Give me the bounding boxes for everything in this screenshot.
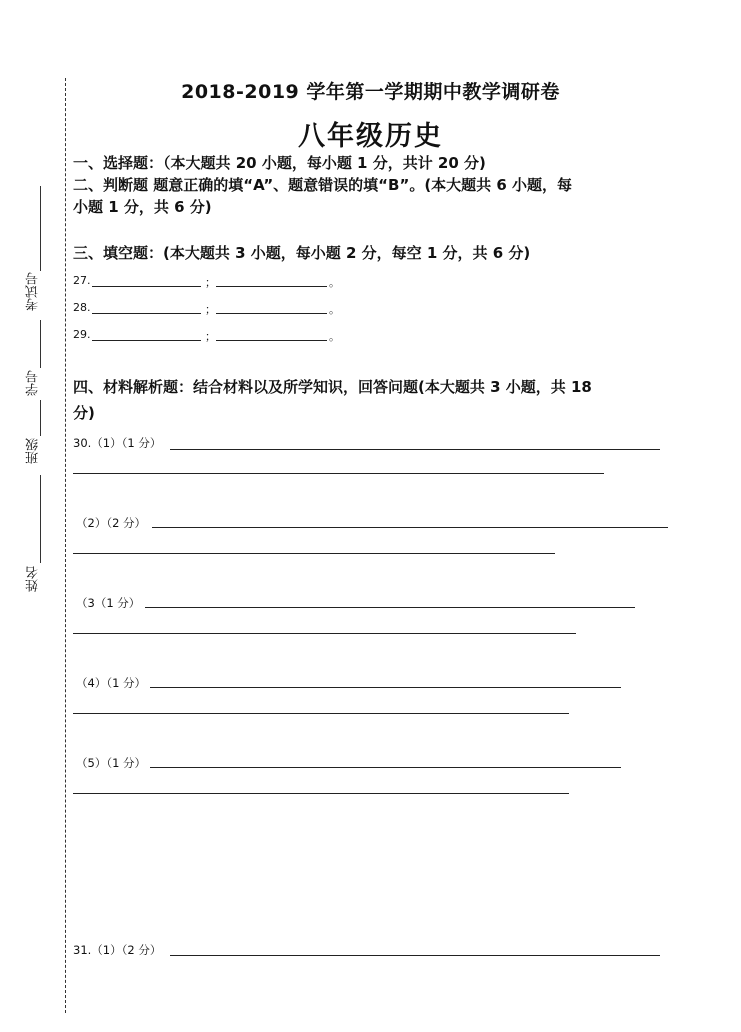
- exam-subtitle: 八年级历史: [298, 121, 443, 152]
- q30-5-label: （5）（1 分）: [76, 756, 147, 770]
- q31-1-label: 31.（1）（2 分）: [73, 943, 162, 957]
- class-line: [40, 400, 41, 436]
- fill-blank-28a[interactable]: [92, 313, 201, 314]
- q30-5-answer-line-1[interactable]: [150, 767, 621, 768]
- fill-separator: ；: [205, 276, 216, 289]
- q30-3-label: （3（1 分）: [76, 596, 141, 610]
- fill-separator: ；: [205, 330, 216, 343]
- fill-end: 。: [329, 276, 340, 289]
- fill-end: 。: [329, 303, 340, 316]
- section-choice: 一、选择题：（本大题共 20 小题，每小题 1 分，共计 20 分): [73, 154, 486, 172]
- section-fill: 三、填空题：(本大题共 3 小题，每小题 2 分，每空 1 分，共 6 分): [73, 244, 531, 262]
- fill-number: 29.: [73, 328, 91, 341]
- fill-blank-28b[interactable]: [216, 313, 327, 314]
- q30-4-label: （4）（1 分）: [76, 676, 147, 690]
- section-judgement-line2: 小题 1 分，共 6 分): [73, 198, 212, 216]
- section-judgement-line1: 二、判断题 题意正确的填“A”、题意错误的填“B”。(本大题共 6 小题，每: [73, 176, 573, 194]
- q30-2-label: （2）（2 分）: [76, 516, 147, 530]
- fill-number: 28.: [73, 301, 91, 314]
- q30-4-answer-line-2[interactable]: [73, 713, 569, 714]
- student-number-line: [40, 320, 41, 368]
- q30-5-answer-line-2[interactable]: [73, 793, 569, 794]
- fill-blank-29a[interactable]: [92, 340, 201, 341]
- section-material-line2: 分): [73, 404, 95, 422]
- q30-2-answer-line-1[interactable]: [152, 527, 668, 528]
- q31-1-answer-line-1[interactable]: [170, 955, 660, 956]
- class-label: 班级: [26, 438, 41, 464]
- q30-2-answer-line-2[interactable]: [73, 553, 555, 554]
- exam-number-label: 考试号: [26, 272, 41, 311]
- fill-number: 27.: [73, 274, 91, 287]
- exam-number-line: [40, 186, 41, 271]
- exam-title: 2018-2019 学年第一学期期中教学调研卷: [181, 81, 560, 103]
- q30-1-label: 30.（1）（1 分）: [73, 436, 162, 450]
- q30-4-answer-line-1[interactable]: [150, 687, 621, 688]
- fill-blank-27b[interactable]: [216, 286, 327, 287]
- q30-3-answer-line-1[interactable]: [145, 607, 635, 608]
- section-material-line1: 四、材料解析题：结合材料以及所学知识，回答问题(本大题共 3 小题，共 18: [73, 378, 592, 396]
- fill-blank-29b[interactable]: [216, 340, 327, 341]
- fill-blank-27a[interactable]: [92, 286, 201, 287]
- name-label: 姓名: [26, 566, 41, 592]
- q30-1-answer-line-2[interactable]: [73, 473, 604, 474]
- q30-1-answer-line-1[interactable]: [170, 449, 660, 450]
- q30-3-answer-line-2[interactable]: [73, 633, 576, 634]
- fill-separator: ；: [205, 303, 216, 316]
- fill-end: 。: [329, 330, 340, 343]
- binding-dashed-line: [65, 78, 66, 1013]
- student-number-label: 学号: [26, 370, 41, 396]
- name-line: [40, 475, 41, 563]
